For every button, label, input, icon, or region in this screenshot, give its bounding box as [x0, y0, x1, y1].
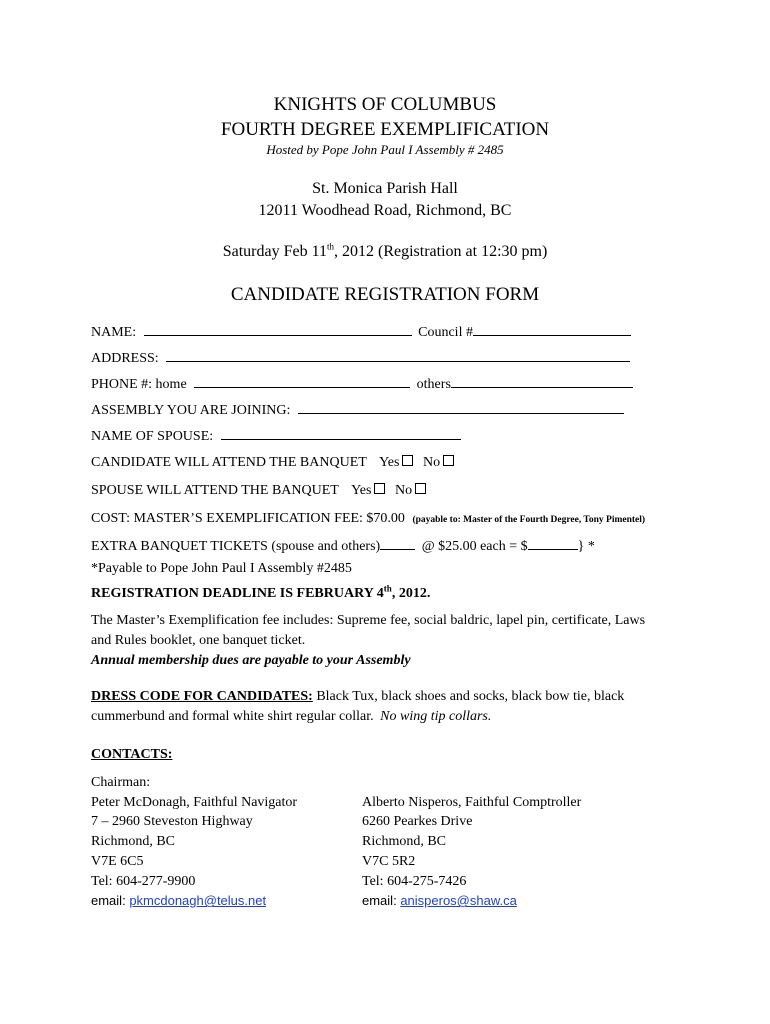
cost-row [91, 511, 645, 527]
extra-tickets-row [91, 537, 595, 555]
spouse-banquet-row [91, 483, 426, 499]
comptroller-email-row [362, 891, 581, 911]
candidate-yes-label: Yes [379, 455, 400, 470]
phone-home-field[interactable] [194, 375, 410, 388]
cost-label: COST: MASTER’S EXEMPLIFICATION FEE: $70.00 [91, 511, 405, 526]
date-suffix: th [326, 241, 334, 252]
phone-others-field[interactable] [451, 375, 633, 388]
name-row [91, 323, 631, 341]
comptroller-postal: V7C 5R2 [362, 853, 416, 869]
extra-tickets-price: @ $25.00 each = $ [421, 539, 528, 554]
org-title: KNIGHTS OF COLUMBUS [273, 94, 497, 115]
dress-code-text-2: cummerbund and formal white shirt regular collar. [91, 709, 374, 724]
date-main: Saturday Feb 11 [222, 243, 327, 260]
assembly-row [91, 401, 624, 419]
comptroller-email-link[interactable]: anisperos@shaw.ca [400, 893, 517, 909]
spouse-banquet-label: SPOUSE WILL ATTEND THE BANQUET [91, 483, 339, 498]
chairman-name: Peter McDonagh, Faithful Navigator [91, 794, 298, 810]
deadline-rest: , 2012. [391, 586, 431, 601]
council-field[interactable] [473, 323, 631, 336]
chairman-postal: V7E 6C5 [91, 853, 144, 869]
spouse-row [91, 427, 461, 445]
spouse-yes-label: Yes [351, 483, 372, 498]
fee-info-line-2: and Rules booklet, one banquet ticket. [91, 633, 306, 648]
dress-code-line-1 [91, 689, 624, 705]
chairman-email-label: email: [91, 893, 126, 909]
spouse-no-label: No [394, 483, 413, 498]
event-title: FOURTH DEGREE EXEMPLIFICATION [220, 119, 550, 140]
spouse-yes-checkbox[interactable] [374, 483, 385, 494]
venue-name: St. Monica Parish Hall [312, 180, 458, 197]
assembly-field[interactable] [298, 401, 624, 414]
contact-chairman [91, 773, 297, 911]
candidate-banquet-row [91, 455, 454, 471]
host-line: Hosted by Pope John Paul I Assembly # 2485 [266, 142, 504, 157]
candidate-no-label: No [422, 455, 441, 470]
extra-tickets-label: EXTRA BANQUET TICKETS (spouse and others) [91, 539, 381, 554]
spouse-label: NAME OF SPOUSE: [91, 429, 214, 444]
dues-note: Annual membership dues are payable to your Assembly [91, 653, 411, 668]
event-date [0, 243, 770, 261]
comptroller-street: 6260 Pearkes Drive [362, 814, 473, 830]
council-label: Council # [418, 325, 473, 340]
assembly-label: ASSEMBLY YOU ARE JOINING: [91, 403, 291, 418]
contact-comptroller [362, 793, 581, 911]
dress-code-no-wing: No wing tip collars. [380, 709, 492, 724]
address-label: ADDRESS: [91, 351, 159, 366]
chairman-email-row [91, 891, 297, 911]
contacts-heading: CONTACTS: [91, 747, 173, 762]
extra-tickets-count-field[interactable] [380, 537, 415, 550]
phone-row [91, 375, 633, 393]
comptroller-name: Alberto Nisperos, Faithful Comptroller [362, 794, 582, 810]
cost-payable-note: (payable to: Master of the Fourth Degree, Tony Pimentel) [412, 515, 646, 525]
venue-address: 12011 Woodhead Road, Richmond, BC [258, 202, 512, 219]
comptroller-city: Richmond, BC [362, 834, 447, 850]
chairman-street: 7 – 2960 Steveston Highway [91, 814, 253, 830]
chairman-city: Richmond, BC [91, 834, 176, 850]
comptroller-email-label: email: [362, 893, 397, 909]
name-field[interactable] [144, 323, 412, 336]
dress-code-line-2 [91, 709, 491, 725]
candidate-yes-checkbox[interactable] [402, 455, 413, 466]
dress-code-text-1: Black Tux, black shoes and socks, black bow tie, black [316, 689, 625, 704]
extra-tickets-end: } * [577, 539, 595, 554]
chairman-label: Chairman: [91, 775, 151, 790]
comptroller-tel: Tel: 604-275-7426 [362, 873, 467, 889]
candidate-banquet-label: CANDIDATE WILL ATTEND THE BANQUET [91, 455, 367, 470]
extra-tickets-total-field[interactable] [528, 537, 578, 550]
date-rest: , 2012 (Registration at 12:30 pm) [333, 243, 548, 260]
payable-note: *Payable to Pope John Paul I Assembly #2485 [91, 561, 352, 576]
others-label: others [416, 377, 451, 392]
spouse-no-checkbox[interactable] [415, 483, 426, 494]
dress-code-label: DRESS CODE FOR CANDIDATES: [91, 689, 313, 704]
deadline-main: REGISTRATION DEADLINE IS FEBRUARY 4 [91, 586, 384, 601]
spouse-name-field[interactable] [221, 427, 461, 440]
fee-info-line-1: The Master’s Exemplification fee includes: Supreme fee, social baldric, lapel pin, certificate, Laws [91, 613, 646, 628]
candidate-no-checkbox[interactable] [443, 455, 454, 466]
chairman-tel: Tel: 604-277-9900 [91, 873, 196, 889]
name-label: NAME: [91, 325, 137, 340]
deadline-suffix: th [383, 583, 392, 594]
address-row [91, 349, 630, 367]
address-field[interactable] [166, 349, 630, 362]
form-title: CANDIDATE REGISTRATION FORM [230, 284, 540, 305]
registration-deadline [91, 583, 431, 602]
chairman-email-link[interactable]: pkmcdonagh@telus.net [129, 893, 267, 909]
phone-label: PHONE #: home [91, 377, 187, 392]
